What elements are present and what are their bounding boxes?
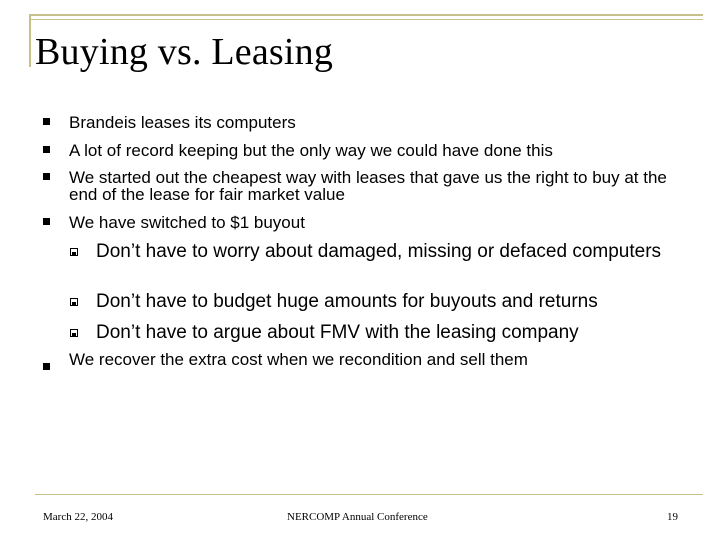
footer-date: March 22, 2004 bbox=[43, 511, 113, 523]
bullet-item: We recover the extra cost when we recondition and sell them bbox=[69, 350, 528, 369]
sub-bullet-item: Don’t have to argue about FMV with the leasing company bbox=[96, 322, 579, 343]
bullet-item: We have switched to $1 buyout bbox=[69, 213, 305, 232]
page-number: 19 bbox=[667, 511, 678, 523]
hollow-square-bullet-icon bbox=[70, 298, 78, 306]
filled-square-bullet-icon bbox=[43, 363, 50, 370]
slide-title: Buying vs. Leasing bbox=[35, 31, 334, 73]
filled-square-bullet-icon bbox=[43, 118, 50, 125]
footer-conference: NERCOMP Annual Conference bbox=[287, 511, 428, 523]
sub-bullet-item: Don’t have to worry about damaged, missing or defaced computers bbox=[96, 241, 662, 262]
title-frame-left-line bbox=[29, 14, 31, 67]
sub-bullet-item: Don’t have to budget huge amounts for buyouts and returns bbox=[96, 291, 598, 312]
title-frame-top-line bbox=[29, 14, 703, 16]
hollow-square-bullet-icon bbox=[70, 248, 78, 256]
title-frame-top-line-inner bbox=[29, 19, 703, 20]
footer-rule bbox=[35, 494, 703, 495]
filled-square-bullet-icon bbox=[43, 173, 50, 180]
filled-square-bullet-icon bbox=[43, 146, 50, 153]
hollow-square-bullet-icon bbox=[70, 329, 78, 337]
bullet-item: Brandeis leases its computers bbox=[69, 113, 296, 132]
filled-square-bullet-icon bbox=[43, 218, 50, 225]
bullet-item: We started out the cheapest way with leases that gave us the right to buy at the end of the lease for fair market value bbox=[69, 168, 667, 204]
bullet-item: A lot of record keeping but the only way we could have done this bbox=[69, 141, 553, 160]
